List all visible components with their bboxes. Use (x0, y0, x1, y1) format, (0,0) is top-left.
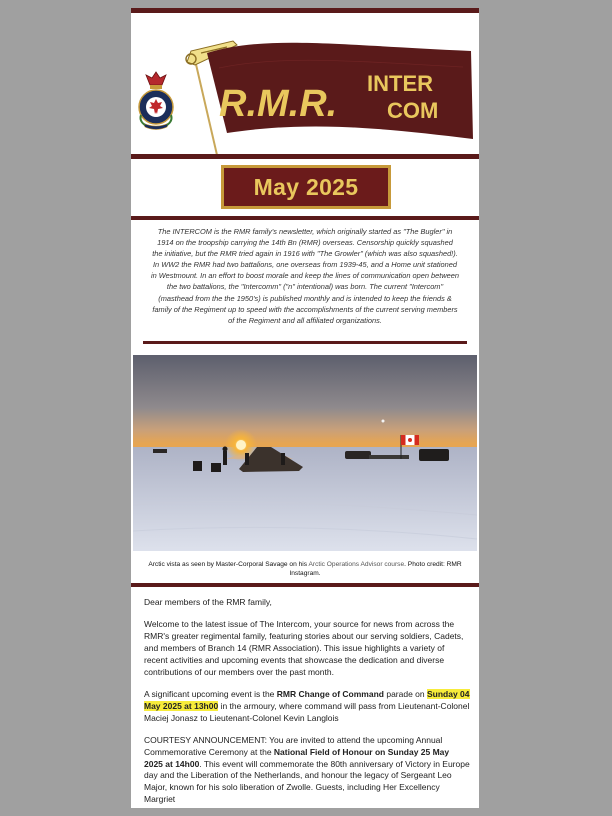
caption-credit: . Photo credit: RMR Instagram. (289, 561, 462, 578)
snowmobile (345, 451, 371, 459)
regimental-badge-icon (139, 72, 173, 130)
issue-month-banner (221, 165, 391, 209)
intro-paragraph: The INTERCOM is the RMR family's newsletter, which originally started as "The Bugler" in 1914 on the troopship carrying the 14th Bn (RMR) overseas. Censorship quickly squashed the initiative, but the RMR tried again in 1916 with "The Growler" (which was also squashed!). In WW2 the RMR had two battalions, one overseas from 1939-45, and a Home unit stationed in Westmount. In an effort to boost morale and keep the lines of communication open between the two battalions, the "Intercomm" ("n" intentional) was born. The current "Intercom" (masthead from the the 1950's) is published monthly and is intended to keep the friends & family of the Regiment up to speed with the accomplishments of the current serving members of the Regiment and all affiliated organizations. (151, 227, 459, 325)
masthead-title-inter: INTER (367, 71, 433, 96)
caption-text: Arctic vista as seen by Master-Corporal Savage on his (148, 561, 308, 568)
letter-paragraph-welcome: Welcome to the latest issue of The Intercom, your source for news from across the RMR's greater regimental family, featuring stories about our serving soldiers, Cadets, and members of Branch 14 (RMR Association). This issue highlights a variety of recent activities and upcoming events that showcase the dedication and diverse contributions of our members over the past month. (144, 619, 464, 677)
intro-rule (143, 341, 467, 344)
caption-course-link[interactable]: Arctic Operations Advisor course (308, 561, 405, 568)
masthead-rule (131, 154, 479, 159)
text-run: COURTESY ANNOUNCEMENT: You are invited to attend the upcoming Annual Commemorative Ceremony at the (144, 734, 443, 757)
arctic-photo (133, 355, 477, 551)
sled (419, 449, 449, 461)
text-run: . This event will commemorate the 80th anniversary of Victory in Europe day and the Liberation of the Netherlands, and honour the legacy of Sergeant Leo Major, known for his solo liberation of Zwolle. Guests, including Her Excellency Margriet (144, 758, 470, 804)
issue-rule (131, 216, 479, 220)
bold-run: RMR Change of Command (276, 688, 384, 699)
text-run: A significant upcoming event is the (144, 688, 277, 699)
newsletter-sheet (131, 8, 479, 808)
letter-paragraph-announcement (144, 735, 470, 806)
photo-caption (145, 560, 465, 578)
caption-rule (131, 583, 479, 587)
letter-paragraph-change-of-command (144, 689, 470, 724)
issue-month: May 2025 (253, 173, 359, 200)
letter-body (144, 597, 470, 816)
text-run: parade on (383, 688, 427, 699)
masthead (131, 15, 479, 155)
bold-run: National Field of Honour on Sunday 25 May 2025 at 14h00 (144, 746, 450, 769)
highlighted-date: Sunday 04 May 2025 at 13h00 (144, 688, 470, 711)
letter-greeting: Dear members of the RMR family, (144, 597, 272, 607)
masthead-title-left: R.M.R. (219, 83, 338, 125)
masthead-title-com: COM (387, 98, 439, 123)
text-run: in the armoury, where command will pass from Lieutenant-Colonel Maciej Jonasz to Lieutenant-Colonel Kevin Langlois (144, 700, 470, 723)
top-rule (131, 8, 479, 13)
